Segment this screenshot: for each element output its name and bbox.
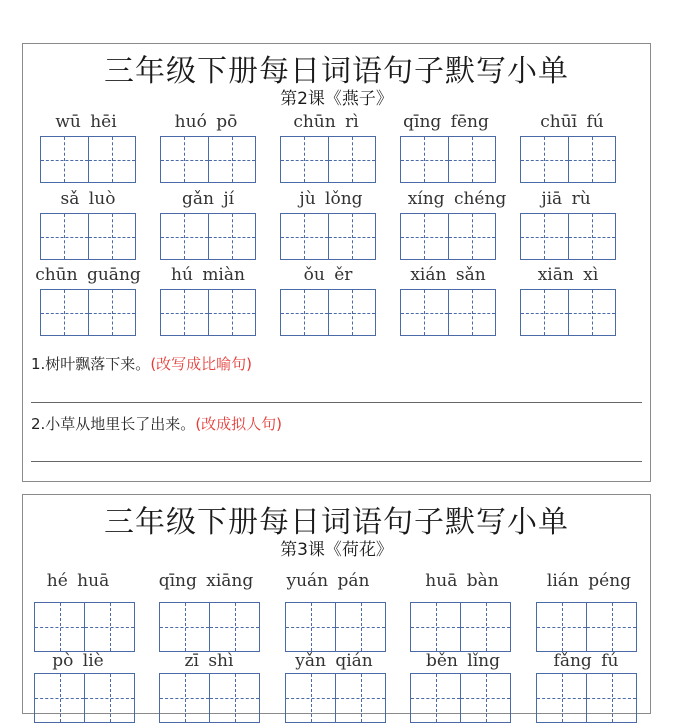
answer-line-1[interactable]	[31, 402, 642, 403]
writing-grid[interactable]	[280, 289, 376, 336]
pinyin-label: qīng xiāng	[158, 571, 254, 591]
pinyin-label: gǎn jí	[181, 189, 235, 209]
lesson-subtitle: 第3课《荷花》	[280, 540, 393, 560]
writing-grid[interactable]	[285, 602, 386, 652]
worksheet-title: 三年级下册每日词语句子默写小单	[104, 505, 569, 540]
pinyin-label: běn lǐng	[425, 651, 500, 671]
pinyin-label: yuán pán	[286, 571, 370, 591]
writing-grid[interactable]	[160, 136, 256, 183]
worksheet-lesson-2	[22, 43, 651, 482]
sentence-text: 2.小草从地里长了出来。	[31, 415, 196, 433]
pinyin-label: sǎ luò	[60, 189, 116, 209]
lesson-subtitle: 第2课《燕子》	[280, 89, 393, 109]
pinyin-label: lián péng	[546, 571, 632, 591]
sentence-task: (改成拟人句)	[195, 415, 283, 433]
pinyin-label: ǒu ěr	[303, 265, 353, 285]
writing-grid[interactable]	[536, 602, 637, 652]
sentence-text: 1.树叶飘落下来。	[31, 355, 151, 373]
writing-grid[interactable]	[280, 136, 376, 183]
pinyin-label: jiā rù	[541, 189, 591, 209]
writing-grid[interactable]	[520, 213, 616, 260]
worksheet-title: 三年级下册每日词语句子默写小单	[104, 54, 569, 89]
pinyin-label: chūn guāng	[35, 265, 141, 285]
pinyin-label: chūī fú	[540, 112, 604, 132]
writing-grid[interactable]	[285, 673, 386, 723]
writing-grid[interactable]	[160, 289, 256, 336]
writing-grid[interactable]	[520, 289, 616, 336]
pinyin-label: xiān xì	[537, 265, 599, 285]
sentence-exercise-1	[31, 353, 252, 374]
writing-grid[interactable]	[159, 673, 260, 723]
pinyin-label: xián sǎn	[410, 265, 486, 285]
writing-grid[interactable]	[520, 136, 616, 183]
worksheet-lesson-3	[22, 494, 651, 714]
writing-grid[interactable]	[40, 213, 136, 260]
writing-grid[interactable]	[400, 136, 496, 183]
sentence-exercise-2	[31, 413, 282, 434]
pinyin-label: zī shì	[184, 651, 234, 671]
pinyin-label: hé huā	[46, 571, 110, 591]
writing-grid[interactable]	[410, 602, 511, 652]
writing-grid[interactable]	[159, 602, 260, 652]
pinyin-label: chūn rì	[293, 112, 359, 132]
pinyin-label: wū hēi	[55, 112, 117, 132]
pinyin-label: yǎn qián	[295, 651, 373, 671]
pinyin-label: xíng chéng	[407, 189, 507, 209]
writing-grid[interactable]	[400, 213, 496, 260]
writing-grid[interactable]	[34, 673, 135, 723]
answer-line-2[interactable]	[31, 461, 642, 462]
writing-grid[interactable]	[40, 136, 136, 183]
writing-grid[interactable]	[160, 213, 256, 260]
writing-grid[interactable]	[536, 673, 637, 723]
sentence-task: (改写成比喻句)	[150, 355, 253, 373]
writing-grid[interactable]	[40, 289, 136, 336]
pinyin-label: qīng fēng	[403, 112, 489, 132]
pinyin-label: hú miàn	[171, 265, 245, 285]
writing-grid[interactable]	[34, 602, 135, 652]
pinyin-label: huó pō	[174, 112, 238, 132]
writing-grid[interactable]	[400, 289, 496, 336]
pinyin-label: huā bàn	[425, 571, 499, 591]
writing-grid[interactable]	[410, 673, 511, 723]
pinyin-label: jù lǒng	[299, 189, 363, 209]
writing-grid[interactable]	[280, 213, 376, 260]
pinyin-label: pò liè	[52, 651, 104, 671]
pinyin-label: fǎng fú	[553, 651, 619, 671]
